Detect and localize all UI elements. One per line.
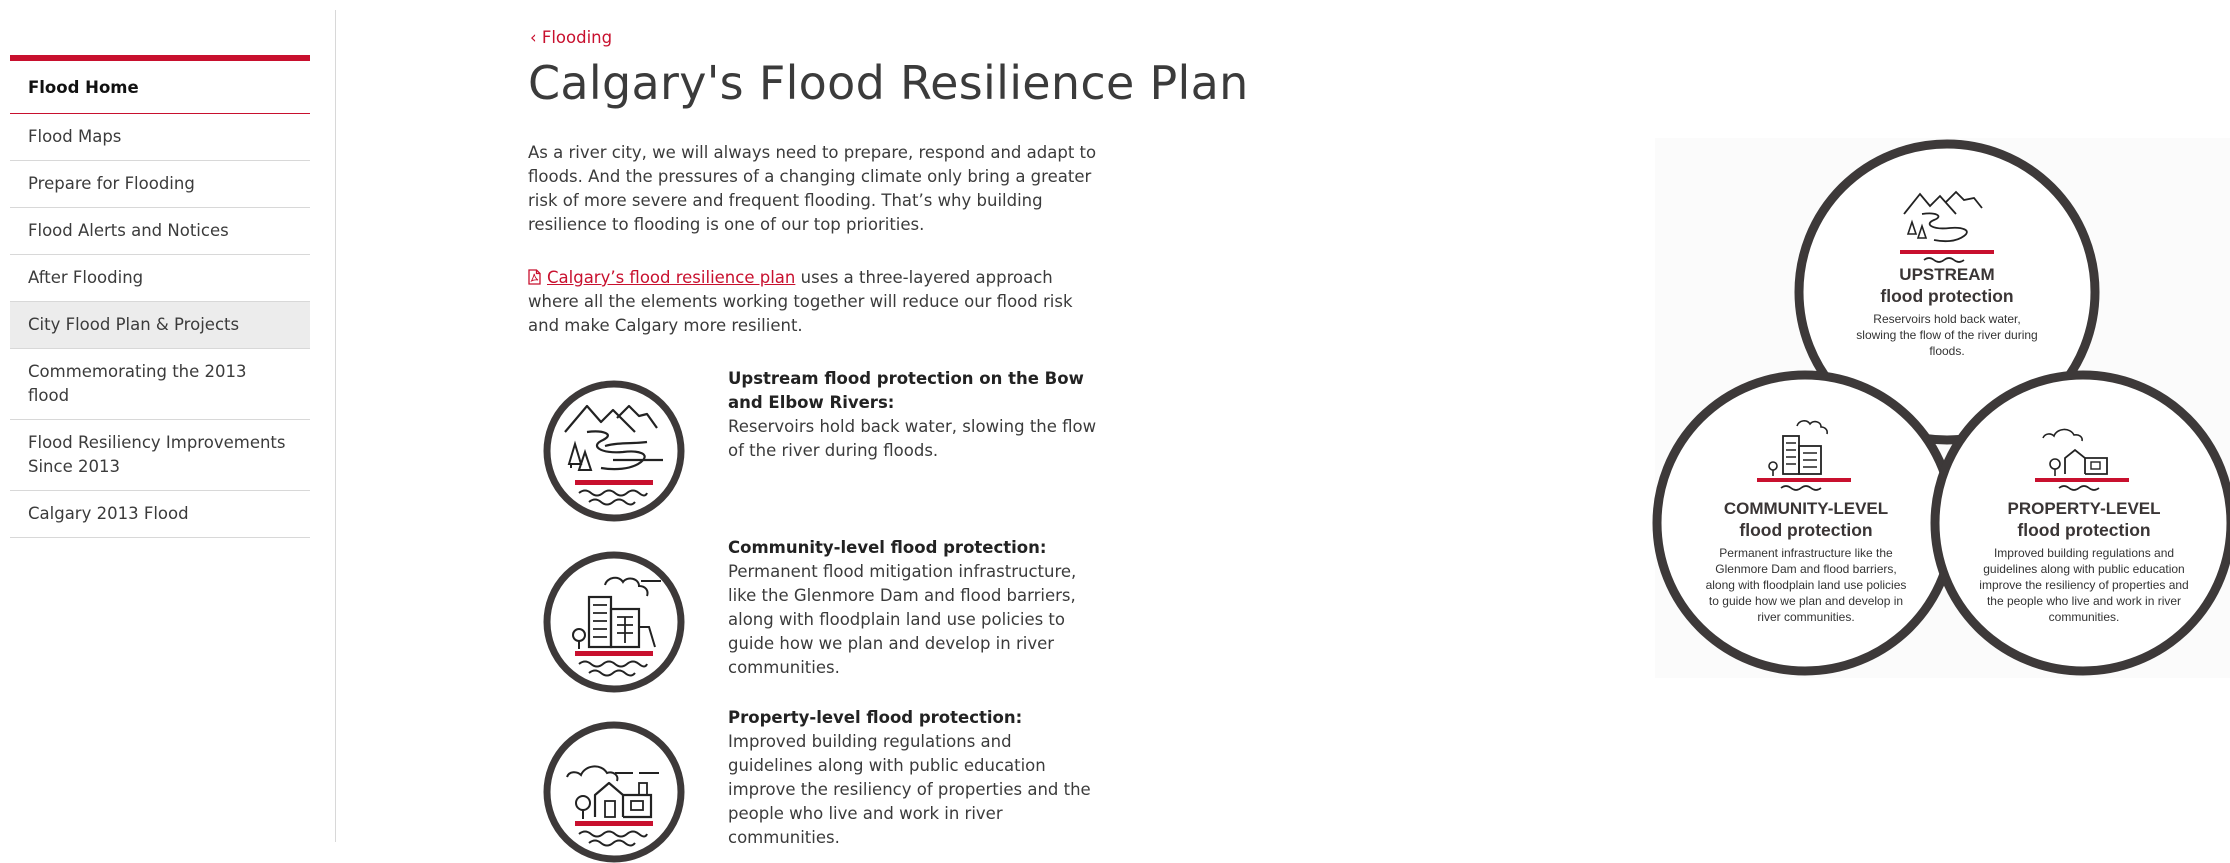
breadcrumb-label: Flooding bbox=[541, 28, 613, 47]
sidebar-item-city-flood-plan[interactable]: City Flood Plan & Projects bbox=[10, 302, 310, 349]
mountain-river-icon bbox=[543, 380, 685, 522]
layer-text bbox=[728, 706, 1098, 850]
house-icon bbox=[543, 721, 685, 863]
sidebar-item-alerts[interactable]: Flood Alerts and Notices bbox=[10, 208, 310, 255]
property-heading: PROPERTY-LEVEL bbox=[2007, 499, 2161, 518]
layer-title: Property-level flood protection: bbox=[728, 708, 1023, 727]
sidebar-item-flood-home[interactable]: Flood Home bbox=[10, 61, 310, 114]
community-label bbox=[1700, 498, 1912, 625]
sidebar-divider bbox=[335, 10, 336, 842]
chevron-left-icon: ‹ bbox=[530, 28, 537, 47]
community-description: Permanent infrastructure like the Glenmore Dam and flood barriers, along with floodplain land use policies to guide how we plan and develop in river communities. bbox=[1705, 546, 1907, 624]
property-subheading: flood protection bbox=[2017, 520, 2151, 540]
sidebar-item-commemorating[interactable]: Commemorating the 2013 flood bbox=[10, 349, 310, 420]
upstream-subheading: flood protection bbox=[1880, 286, 2014, 306]
sidebar-nav bbox=[10, 55, 310, 538]
community-subheading: flood protection bbox=[1739, 520, 1873, 540]
sidebar-item-flood-maps[interactable]: Flood Maps bbox=[10, 114, 310, 161]
sidebar-item-after-flooding[interactable]: After Flooding bbox=[10, 255, 310, 302]
plan-paragraph bbox=[528, 266, 1098, 338]
sidebar-item-prepare[interactable]: Prepare for Flooding bbox=[10, 161, 310, 208]
upstream-label bbox=[1852, 264, 2042, 359]
layer-body: Reservoirs hold back water, slowing the flow of the river during floods. bbox=[728, 417, 1097, 460]
flood-resilience-plan-link[interactable]: Calgary’s flood resilience plan bbox=[547, 268, 796, 287]
upstream-description: Reservoirs hold back water, slowing the flow of the river during floods. bbox=[1856, 312, 2038, 358]
sidebar-item-resiliency-improvements[interactable]: Flood Resiliency Improvements Since 2013 bbox=[10, 420, 310, 491]
layer-body: Permanent flood mitigation infrastructure, like the Glenmore Dam and flood barriers, along with floodplain land use policies to guide how we plan and develop in river communities. bbox=[728, 562, 1077, 677]
layer-title: Upstream flood protection on the Bow and Elbow Rivers: bbox=[728, 369, 1084, 412]
city-buildings-icon bbox=[543, 551, 685, 693]
pdf-icon bbox=[528, 269, 541, 285]
property-description: Improved building regulations and guidelines along with public education improve the resiliency of properties and the people who live and work in river communities. bbox=[1979, 546, 2189, 624]
upstream-heading: UPSTREAM bbox=[1899, 265, 1995, 284]
breadcrumb-flooding[interactable] bbox=[530, 28, 612, 47]
layer-body: Improved building regulations and guidelines along with public education improve the resiliency of properties and the people who live and work in river communities. bbox=[728, 732, 1091, 847]
community-heading: COMMUNITY-LEVEL bbox=[1723, 499, 1889, 518]
three-layer-diagram bbox=[1655, 138, 2230, 678]
intro-paragraph: As a river city, we will always need to prepare, respond and adapt to floods. And the pressures of a changing climate only bring a greater risk of more severe and frequent flooding. That’s why building resilience to flooding is one of our top priorities. bbox=[528, 143, 1097, 234]
layer-text bbox=[728, 536, 1098, 680]
layer-text bbox=[728, 367, 1098, 463]
plan-description: uses a three-layered approach where all the elements working together will reduce our flood risk and make Calgary more resilient. bbox=[528, 268, 1073, 335]
layer-title: Community-level flood protection: bbox=[728, 538, 1047, 557]
page-title: Calgary's Flood Resilience Plan bbox=[528, 56, 1249, 110]
sidebar-item-calgary-2013[interactable]: Calgary 2013 Flood bbox=[10, 491, 310, 538]
property-label bbox=[1975, 498, 2193, 625]
